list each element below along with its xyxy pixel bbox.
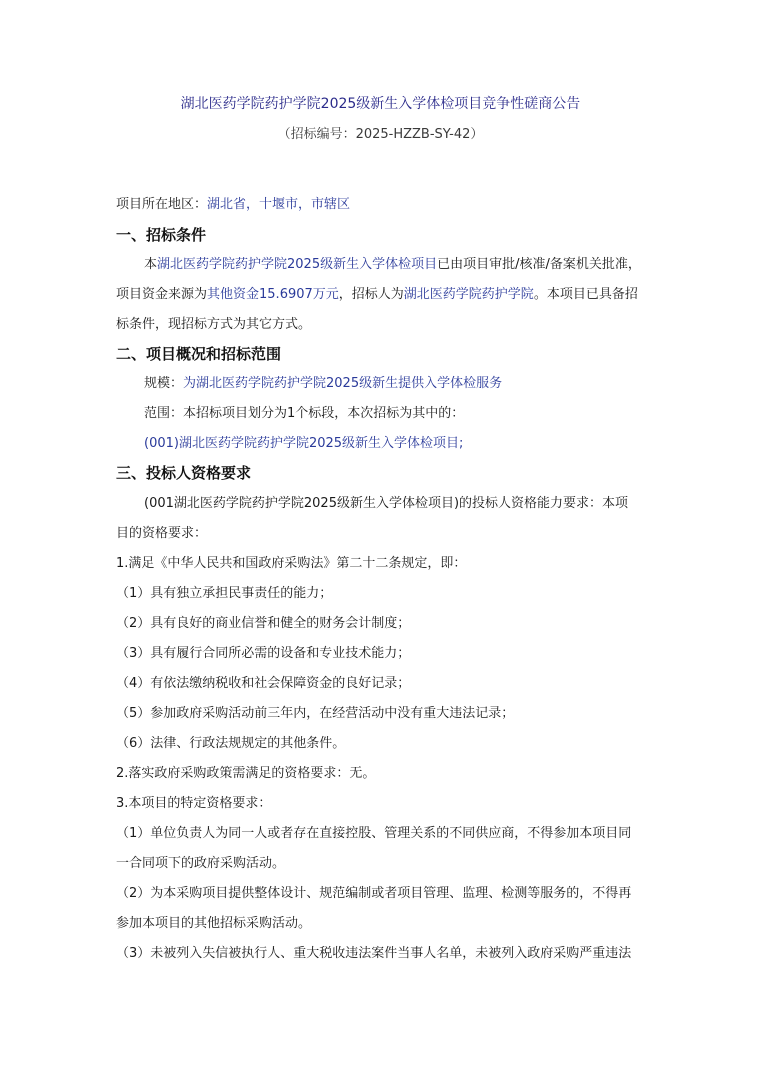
requirement-1-6: （6）法律、行政法规规定的其他条件。	[116, 736, 346, 751]
location-line	[116, 197, 350, 213]
location-value: 湖北省，十堰市，市辖区	[207, 197, 351, 212]
requirement-3-2-line2: 参加本项目的其他招标采购活动。	[116, 916, 312, 931]
section2-heading: 二、项目概况和招标范围	[116, 345, 282, 363]
requirement-2: 2.落实政府采购政策需满足的资格要求：无。	[116, 766, 376, 781]
section1-paragraph-line3: 标条件，现招标方式为其它方式。	[116, 317, 312, 332]
text: 。本项目已具备招	[533, 287, 638, 302]
page-title: 湖北医药学院药护学院2025级新生入学体检项目竞争性磋商公告	[180, 96, 581, 112]
requirement-1-3: （3）具有履行合同所必需的设备和专业技术能力；	[116, 646, 411, 661]
section3-intro-line2: 目的资格要求：	[116, 526, 208, 541]
section1-paragraph-line2	[116, 287, 638, 303]
range-line: 范围：本招标项目划分为1个标段，本次招标为其中的：	[144, 406, 465, 421]
section1-paragraph-line1	[144, 257, 641, 273]
section3-heading: 三、投标人资格要求	[116, 464, 252, 482]
location-label: 项目所在地区：	[116, 197, 208, 212]
scale-line	[144, 376, 502, 392]
requirement-3-3-line1: （3）未被列入失信被执行人、重大税收违法案件当事人名单，未被列入政府采购严重违法	[116, 946, 632, 961]
requirement-1: 1.满足《中华人民共和国政府采购法》第二十二条规定，即：	[116, 556, 467, 571]
scale-value: 为湖北医药学院药护学院2025级新生提供入学体检服务	[183, 376, 503, 391]
section3-intro-line1: (001湖北医药学院药护学院2025级新生入学体检项目)的投标人资格能力要求：本项	[144, 496, 629, 511]
tenderer: 湖北医药学院药护学院	[403, 287, 534, 302]
text: 已由	[437, 257, 464, 272]
fund-source: 其他资金15.6907万元	[207, 287, 339, 302]
text: 项目审批/核准/备案机关批准，	[463, 257, 641, 272]
requirement-3-1-line1: （1）单位负责人为同一人或者存在直接控股、管理关系的不同供应商，不得参加本项目同	[116, 826, 632, 841]
section1-heading: 一、招标条件	[116, 226, 207, 244]
requirement-3-2-line1: （2）为本采购项目提供整体设计、规范编制或者项目管理、监理、检测等服务的，不得再	[116, 886, 632, 901]
requirement-1-1: （1）具有独立承担民事责任的能力；	[116, 586, 333, 601]
text: 本	[144, 257, 158, 272]
bid-number: （招标编号：2025-HZZB-SY-42）	[277, 127, 484, 142]
requirement-1-5: （5）参加政府采购活动前三年内，在经营活动中没有重大违法记录；	[116, 706, 515, 721]
text: ，招标人为	[338, 287, 404, 302]
lot-line: (001)湖北医药学院药护学院2025级新生入学体检项目;	[144, 436, 464, 451]
requirement-3-1-line2: 一合同项下的政府采购活动。	[116, 856, 286, 871]
requirement-3: 3.本项目的特定资格要求：	[116, 796, 272, 811]
project-name: 湖北医药学院药护学院2025级新生入学体检项目	[157, 257, 438, 272]
requirement-1-4: （4）有依法缴纳税收和社会保障资金的良好记录；	[116, 676, 411, 691]
text: 项目资金来源为	[116, 287, 208, 302]
scale-label: 规模：	[144, 376, 184, 391]
requirement-1-2: （2）具有良好的商业信誉和健全的财务会计制度；	[116, 616, 411, 631]
